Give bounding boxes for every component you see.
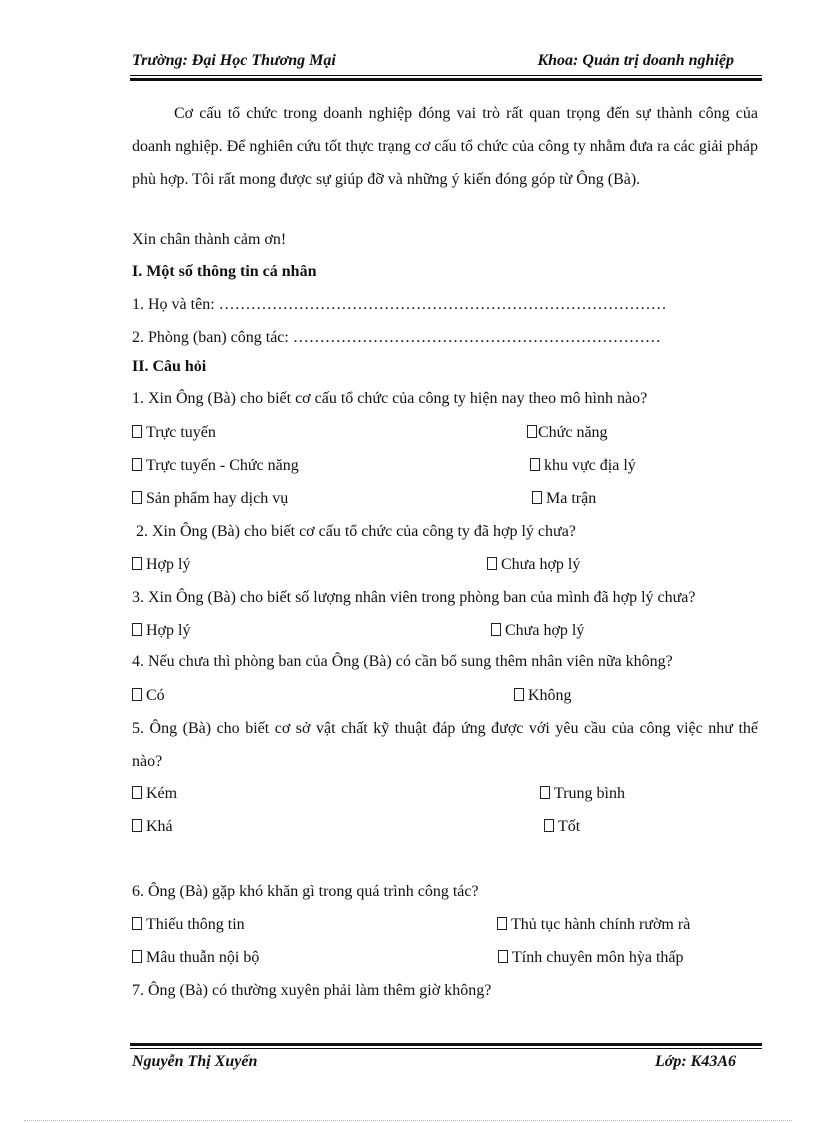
question-3: 3. Xin Ông (Bà) cho biết số lượng nhân viên trong phòng ban của mình đã hợp lý chưa? (132, 589, 696, 606)
q3-option-hop-ly[interactable]: Hợp lý (132, 622, 190, 640)
question-4: 4. Nếu chưa thì phòng ban của Ông (Bà) có cần bổ sung thêm nhân viên nữa không? (132, 653, 673, 670)
q6-option-thu-tuc[interactable]: Thủ tục hành chính rườm rà (497, 916, 690, 934)
q2-option-hop-ly[interactable]: Hợp lý (132, 556, 190, 574)
checkbox[interactable] (132, 557, 142, 570)
q6-option-thieu-thong-tin[interactable]: Thiếu thông tin (132, 916, 245, 934)
q1-option-ma-tran[interactable]: Ma trận (532, 490, 596, 508)
checkbox[interactable] (497, 917, 507, 930)
q1-option-san-pham[interactable]: Sản phẩm hay dịch vụ (132, 490, 288, 508)
question-2: 2. Xin Ông (Bà) cho biết cơ cấu tổ chức của công ty đã hợp lý chưa? (136, 523, 576, 540)
q1-option-khu-vuc[interactable]: khu vực địa lý (530, 457, 636, 475)
checkbox[interactable] (132, 458, 142, 471)
section1-title: I. Một số thông tin cá nhân (132, 263, 317, 280)
footer-rule-thick (130, 1043, 762, 1046)
q1-option-truc-tuyen[interactable]: Trực tuyến (132, 424, 216, 442)
checkbox[interactable] (132, 491, 142, 504)
checkbox[interactable] (132, 917, 142, 930)
checkbox[interactable] (132, 950, 142, 963)
section2-title: II. Câu hỏi (132, 358, 207, 375)
q5-option-kha[interactable]: Khá (132, 818, 173, 836)
header-rule-thick (130, 78, 762, 81)
checkbox[interactable] (527, 425, 537, 438)
thanks-line: Xin chân thành cảm ơn! (132, 231, 287, 248)
question-6: 6. Ông (Bà) gặp khó khăn gì trong quá trình công tác? (132, 883, 479, 900)
checkbox[interactable] (491, 623, 501, 636)
checkbox[interactable] (540, 786, 550, 799)
checkbox[interactable] (132, 786, 142, 799)
checkbox[interactable] (132, 688, 142, 701)
department-field: 2. Phòng (ban) công tác: …………………………………………………………… (132, 329, 661, 346)
question-1: 1. Xin Ông (Bà) cho biết cơ cấu tổ chức của công ty hiện nay theo mô hình nào? (132, 390, 648, 407)
q4-option-co[interactable]: Có (132, 687, 165, 705)
question-7: 7. Ông (Bà) có thường xuyên phải làm thêm giờ không? (132, 982, 492, 999)
q1-option-chuc-nang[interactable]: Chức năng (527, 424, 608, 442)
intro-paragraph: Cơ cấu tổ chức trong doanh nghiệp đóng vai trò rất quan trọng đến sự thành công của doanh nghiệp. Để nghiên cứu tốt thực trạng cơ cấu tổ chức của công ty nhằm đưa ra các giải pháp phù hợp. Tôi rất mong được sự giúp đỡ và những ý kiến đóng góp từ Ông (Bà). (132, 105, 758, 189)
checkbox[interactable] (530, 458, 540, 471)
name-field: 1. Họ và tên: ………………………………………………………………………… (132, 296, 667, 313)
q5-option-trung-binh[interactable]: Trung bình (540, 785, 625, 803)
checkbox[interactable] (498, 950, 508, 963)
q3-option-chua-hop-ly[interactable]: Chưa hợp lý (491, 622, 584, 640)
checkbox[interactable] (514, 688, 524, 701)
checkbox[interactable] (532, 491, 542, 504)
checkbox[interactable] (132, 623, 142, 636)
checkbox[interactable] (132, 425, 142, 438)
q5-option-tot[interactable]: Tốt (544, 818, 580, 836)
q6-option-chuyen-mon[interactable]: Tính chuyên môn hỳa thấp (498, 949, 684, 967)
question-5: 5. Ông (Bà) cho biết cơ sở vật chất kỹ thuật đáp ứng được với yêu cầu của công việc như thế nào? (132, 720, 758, 770)
header-school: Trường: Đại Học Thương Mại (132, 52, 336, 69)
checkbox[interactable] (544, 819, 554, 832)
footer-class: Lớp: K43A6 (654, 1053, 736, 1070)
header-rule-thin (130, 75, 762, 76)
q6-option-mau-thuan[interactable]: Mâu thuẫn nội bộ (132, 949, 259, 967)
header-faculty: Khoa: Quản trị doanh nghiệp (537, 52, 734, 69)
q4-option-khong[interactable]: Không (514, 687, 572, 705)
checkbox[interactable] (132, 819, 142, 832)
q2-option-chua-hop-ly[interactable]: Chưa hợp lý (487, 556, 580, 574)
footer-author: Nguyễn Thị Xuyến (132, 1053, 258, 1070)
q1-option-truc-tuyen-chuc-nang[interactable]: Trực tuyến - Chức năng (132, 457, 299, 475)
page-edge-dotted-line (24, 1120, 792, 1121)
checkbox[interactable] (487, 557, 497, 570)
footer-rule-thin (130, 1048, 762, 1049)
q5-option-kem[interactable]: Kém (132, 785, 177, 803)
